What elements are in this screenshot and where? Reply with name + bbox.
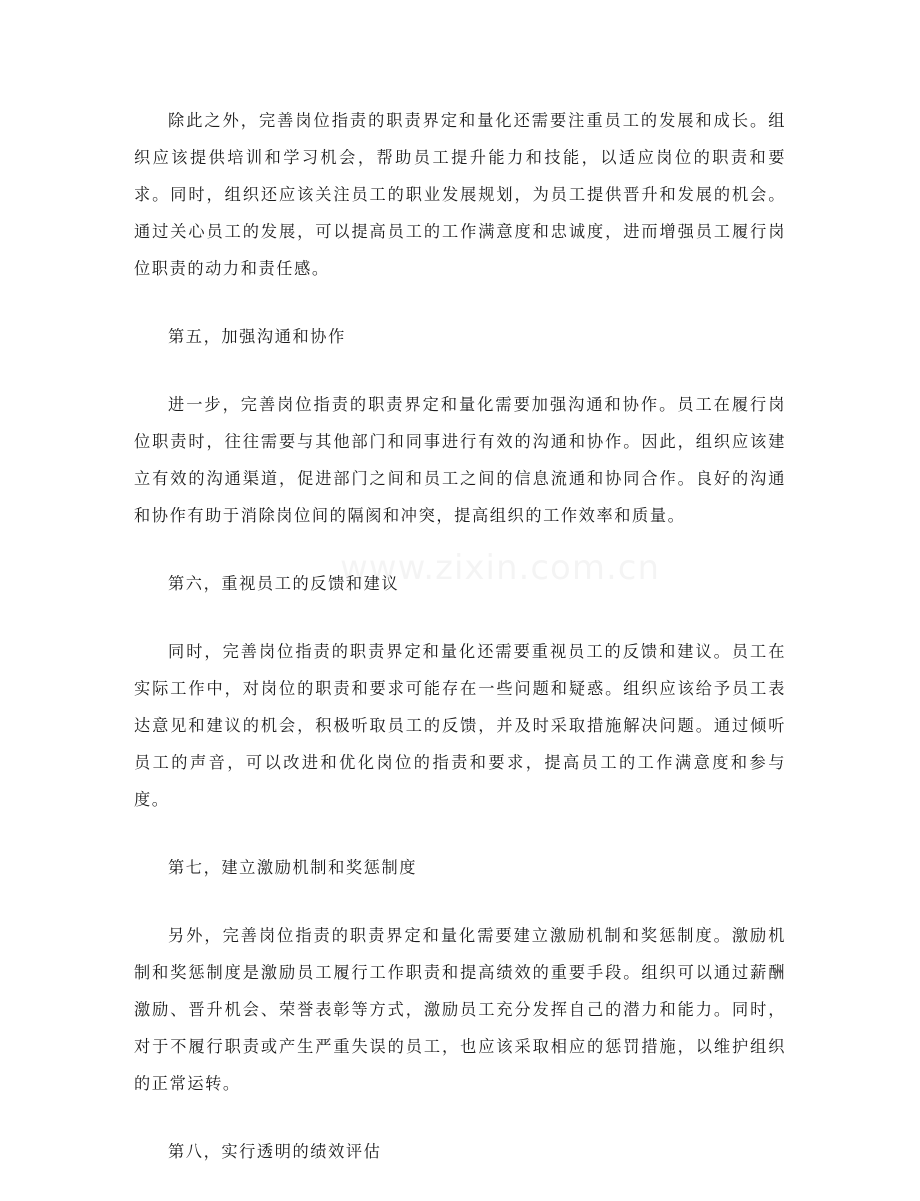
- paragraph-development: 除此之外，完善岗位指责的职责界定和量化还需要注重员工的发展和成长。组织应该提供培训和学习机会，帮助员工提升能力和技能，以适应岗位的职责和要求。同时，组织还应该关注员工的职业发展规划，为员工提供晋升和发展的机会。通过关心员工的发展，可以提高员工的工作满意度和忠诚度，进而增强员工履行岗位职责的动力和责任感。: [134, 111, 786, 278]
- heading-communication: 第五，加强沟通和协作: [168, 327, 346, 346]
- document-body: [134, 102, 786, 1201]
- paragraph-incentives: 另外，完善岗位指责的职责界定和量化需要建立激励机制和奖惩制度。激励机制和奖惩制度是激励员工履行工作职责和提高绩效的重要手段。组织可以通过薪酬激励、晋升机会、荣誉表彰等方式，激励员工充分发挥自己的潜力和能力。同时，对于不履行职责或产生严重失误的员工，也应该采取相应的惩罚措施，以维护组织的正常运转。: [134, 926, 786, 1093]
- heading-feedback: 第六，重视员工的反馈和建议: [168, 574, 400, 593]
- paragraph-feedback: 同时，完善岗位指责的职责界定和量化还需要重视员工的反馈和建议。员工在实际工作中，对岗位的职责和要求可能存在一些问题和疑惑。组织应该给予员工表达意见和建议的机会，积极听取员工的反馈，并及时采取措施解决问题。通过倾听员工的声音，可以改进和优化岗位的指责和要求，提高员工的工作满意度和参与度。: [134, 642, 786, 809]
- heading-incentives: 第七，建立激励机制和奖惩制度: [168, 858, 418, 877]
- heading-performance-evaluation: 第八，实行透明的绩效评估: [168, 1142, 382, 1161]
- paragraph-communication: 进一步，完善岗位指责的职责界定和量化需要加强沟通和协作。员工在履行岗位职责时，往往需要与其他部门和同事进行有效的沟通和协作。因此，组织应该建立有效的沟通渠道，促进部门之间和员工之间的信息流通和协同合作。良好的沟通和协作有助于消除岗位间的隔阂和冲突，提高组织的工作效率和质量。: [134, 395, 786, 525]
